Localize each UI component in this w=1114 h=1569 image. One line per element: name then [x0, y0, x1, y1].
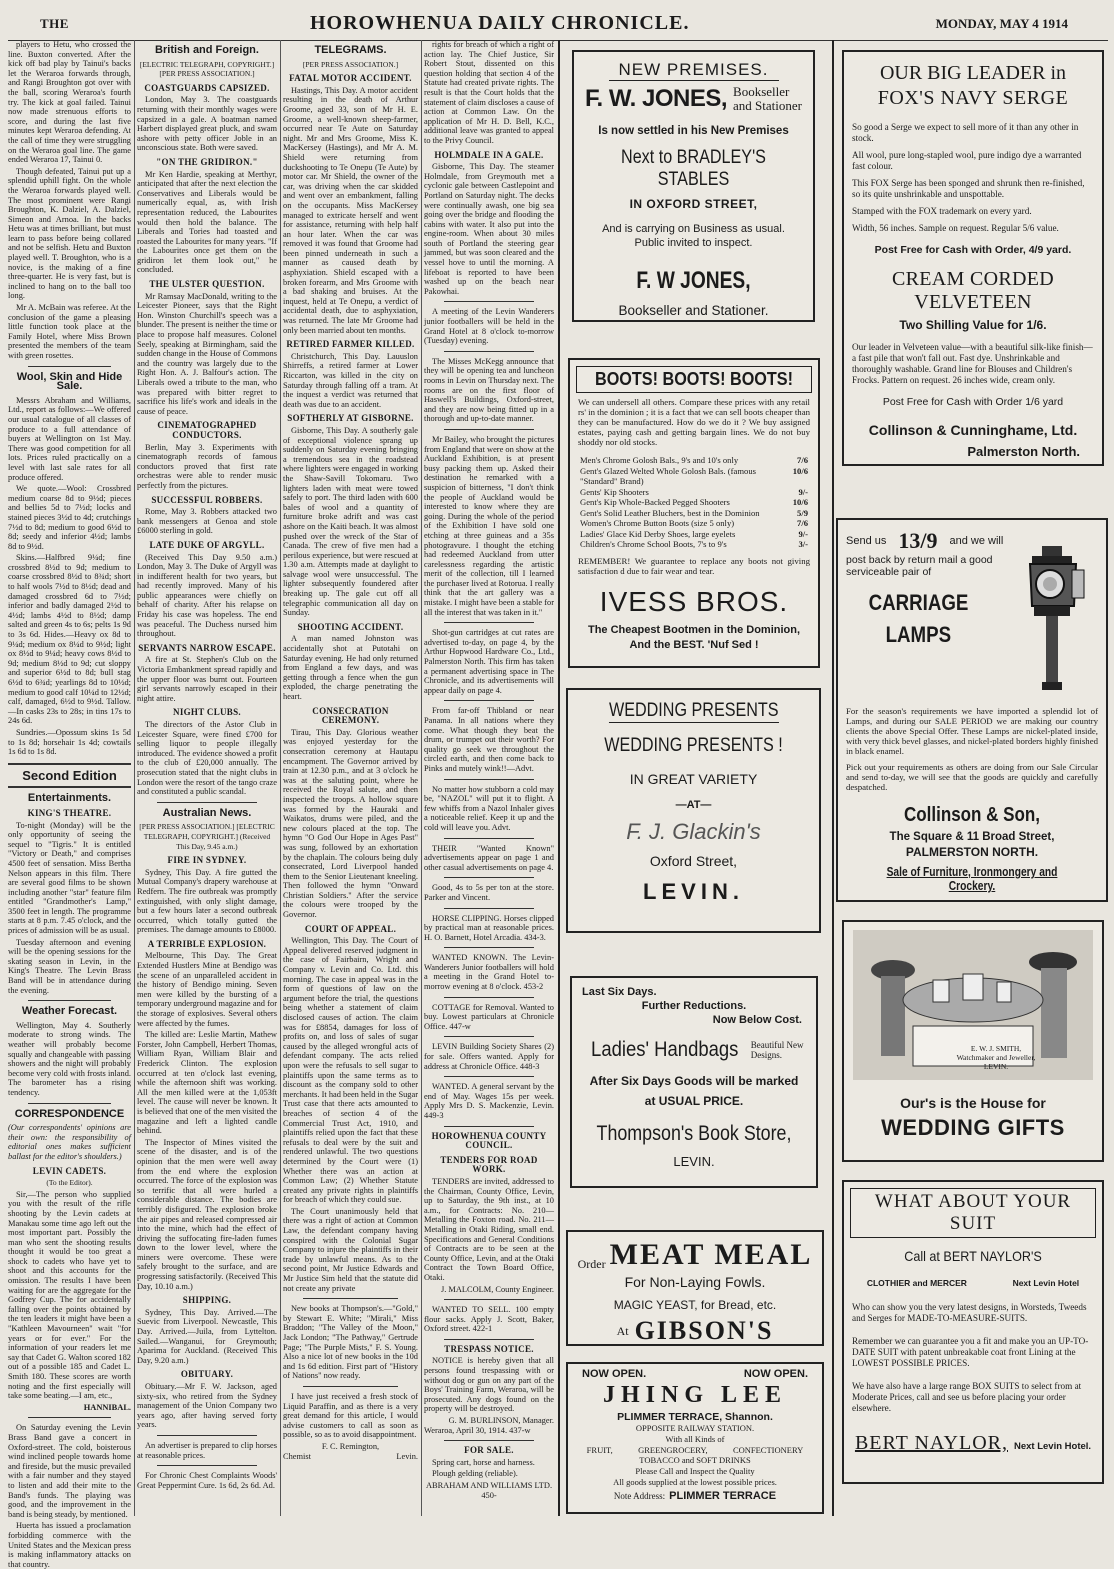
band-text: On Saturday evening the Levin Brass Band gave a concert in Oxford-street. The cold, boisterous wind inclined people towards home and fireside, but the music prevailed with a fair number and they stayed to listen and add their mite to the Band's funds. The playing was good, and the improvement in the band is being steady, by mentioned. — [8, 1423, 131, 1519]
boots-remember: REMEMBER! We guarantee to replace any boots not giving satisfaction d due to fair wear and tear. — [578, 555, 810, 576]
naylor-ad — [842, 1180, 1104, 1484]
boots-price-row — [570, 508, 818, 519]
carriage-lamp-icon — [1014, 544, 1092, 694]
jones-bookseller: Bookseller — [733, 84, 790, 99]
divider — [157, 1465, 257, 1466]
column-4 — [424, 40, 554, 1518]
explosion-text-3: The Inspector of Mines visited the scene of the disaster, and is of the opinion that the men were well away from the end where the explosion occurred. The force of the explosion was so terrific that all were hurled a considerable distance. The bodies are terribly disfigured. The explosion broke the air pipes and released compressed air into the mine, which had the effect of driving the suffocating fire-laden fumes down to the lower level, where the miners were overcome. These were safely brought to the surface, and are progressing satisfactorily. (Received This Day, 10.10 a.m.) — [137, 1137, 277, 1291]
ulster-heading: THE ULSTER QUESTION. — [149, 279, 265, 290]
wool-text-3: Skins.—Halfbred 9¼d; fine crossbred 8½d to 9d; medium to coarse crossbred 8½d to 8¾d; short to half wools 7½d to 8½d; dead and damaged crossbred 6d to 7½d; inferior and badly damaged 2½d to 4½d; lambs 4½d to 8½d; damp salted and green 4s to 6s; pelts 1s 9d to 3s 6d. Hides.—Heavy ox 8d to 9¼d; medium ox 8¼d to 9½d; light ox 8½d to 9¼d; heavy cows 8½d to 9d; medium 8½d to 9d; cut sloppy and superior 6½d to 8d; bull stag 6½d to 6¾d; yearlings 8d to 10½d; medium to good calf 10¼d to 12½d; calf, damaged, 6½d to 9½d. Tallow.—In casks 23s to 28s; in tins 17s to 24s 6d. — [8, 553, 131, 726]
lamps-price: 13/9 — [898, 528, 938, 553]
gibson-ad — [566, 1230, 824, 1346]
divider — [157, 1435, 257, 1436]
jhing-terrace: PLIMMER TERRACE, Shannon. — [617, 1411, 773, 1423]
column-rule — [421, 40, 422, 1516]
boots-item-price: 10/6 — [792, 497, 808, 507]
robbers-heading: SUCCESSFUL ROBBERS. — [151, 494, 263, 505]
divider — [444, 1440, 534, 1441]
explosion-heading: A TERRIBLE EXPLOSION. — [147, 938, 267, 949]
glackin-street: Oxford Street, — [649, 853, 738, 869]
jhing-note: Note Address: — [613, 1491, 666, 1501]
jones-carrying: And is carrying on Business as usual. — [602, 223, 785, 235]
divider — [444, 908, 534, 909]
divider — [444, 779, 534, 780]
fatal-heading: FATAL MOTOR ACCIDENT. — [289, 73, 412, 84]
shotgun-text: Shot-gun cartridges at cut rates are advertised to-day, on page 4, by the Arthur Hopwood Hardware Co., Ltd., Palmerston North. This firm has taken a permanent advertising space in The Chronicle, and its advertisements will appear daily on page 4. — [424, 628, 554, 695]
boots-price-list — [570, 455, 818, 550]
kings-text-2: Tuesday afternoon and evening will be the opening sessions for the skating season in Levin, in the King's Theatre. The Levin Brass Band will be in attendance during the evening. — [8, 937, 131, 995]
forsale-heading: FOR SALE. — [464, 1445, 514, 1456]
masthead-left: THE — [40, 16, 69, 31]
column-rule — [134, 40, 135, 1516]
levin-cadets-heading: LEVIN CADETS. — [32, 1165, 107, 1176]
boots-item-name: Women's Chrome Button Boots (size 5 only) — [580, 518, 735, 528]
servants-text: A fire at St. Stephen's Club on the Victoria Embankment spread rapidly and the upper floor was burnt out. Fourteen girl servants narrowly escaped in their night attire. — [137, 655, 277, 703]
collinson-sale: Sale of Furniture, Ironmongery and Crockery. — [886, 865, 1058, 893]
holmdale-text: Gisborne, This Day. The steamer Holmdale, from Greymouth met a cyclonic gale between Castlepoint and Portland on Saturday night. The decks were continually awash, one big sea going over the bridge and flooding the cabins with water. It also put into the engine-room. When about 30 miles south of Portland the steering gear jammed, but was soon cleared and the vessel hove to until the morning. A lifeboat is reported to have been washed up on the beach near Pakowhai. — [424, 162, 554, 296]
column-3 — [283, 40, 418, 1518]
jones-name-2: F. W JONES, — [636, 267, 751, 294]
wedding-at: —AT— — [675, 799, 712, 811]
correspondence-heading: CORRESPONDENCE — [14, 1107, 125, 1120]
naylor-footer: BERT NAYLOR, — [854, 1432, 1008, 1454]
nazol-text: No matter how stubborn a cold may be, "NAZOL" will put it to flight. A few whiffs from a Nazol Inhaler gives a noticeable relief. Keep it up and the cold will leave you. Advt. — [424, 784, 554, 832]
column-rule — [280, 40, 281, 1516]
divider — [28, 1417, 111, 1418]
divider — [444, 700, 534, 701]
boots-price-row — [570, 539, 818, 550]
boots-price-row — [570, 455, 818, 466]
boots-title: BOOTS! BOOTS! BOOTS! — [595, 369, 793, 389]
ivess-tag-2: And the BEST. 'Nuf Sed ! — [629, 638, 759, 651]
divider — [28, 366, 111, 367]
divider — [444, 838, 534, 839]
kings-theatre-heading: KING'S THEATRE. — [27, 807, 112, 818]
football-text-3: Mr A. McBain was referee. At the conclusion of the game a pleasing little function took place at the Family Hotel, where Miss Brown presented the members of the team with green rosettes. — [8, 303, 131, 360]
divider — [8, 786, 131, 788]
divider — [444, 877, 534, 878]
cable-credit: [ELECTRIC TELEGRAPH, COPYRIGHT.] [PER PRESS ASSOCIATION.] — [139, 59, 275, 79]
boots-item-price: 7/6 — [797, 455, 808, 465]
football-text-2: Though defeated, Tainui put up a splendid uphill fight. On the whole the Weraroa forwards played well. The most prominent were Rangi Broughton, K. Dalziel, A. Dalziel, Simeon and Arnoa. In the backs Hetu was at times brilliant, but must learn to pass before being collared and not be selfish. Hetu and Buxton played well. T. Broughton, who is a novice, is the making of a fine three-quarter. He is very fast, but is inclined to hang on to the ball too long. — [8, 166, 131, 301]
correspondence-note: (Our correspondents' opinions are their own: the responsibility of editorial ones makes sufficient ballast for the editor's shoulders.) — [8, 1123, 131, 1161]
fox-p2: All wool, pure long-stapled wool, pure indigo dye a warranted fast colour. — [852, 150, 1082, 171]
lamps-p2: Pick out your requirements as others are doing from our Sale Circular and send to-day, we will see that the goods are quickly and carefully despatched. — [846, 762, 1098, 792]
jhing-grocery: GREENGROCERY, — [638, 1445, 708, 1455]
thompson-handbags: Ladies' Handbags — [591, 1038, 739, 1061]
boots-item-name: Gents' Kip Shooters — [580, 486, 649, 497]
thompson-beautiful: Beautiful New Designs. — [750, 1040, 804, 1060]
explosion-text-2: The killed are: Leslie Martin, Mathew Forster, John Campbell, Herbert Thomas, William Ryan, William Blair and Frederick Clinton. The explosion occurred at ten o'clock last evening, while the afternoon shift was working. All the men killed were at the 1,053ft level. The cause will never be known. It is believed that one of the men visited the magazine and left a lighted candle behind. — [137, 1030, 277, 1136]
fox-serge-ad — [842, 50, 1104, 466]
weather-heading: Weather Forecast. — [21, 1005, 118, 1018]
advertiser-text: An advertiser is prepared to clip horses at reasonable prices. — [137, 1440, 277, 1460]
jhing-please: Please Call and Inspect the Quality — [635, 1466, 755, 1476]
jones-next-to: Next to BRADLEY'S STABLES — [621, 147, 766, 190]
retired-text: Christchurch, This Day. Lauuslon Shirreffs, a retired farmer at Lower Riccarton, was killed in the city on Saturday through falling off a tram. At the inquest a verdict was returned that death was due to an accident. — [283, 351, 418, 409]
gibson-at: At — [616, 1323, 629, 1338]
boots-item-price: 7/6 — [797, 518, 808, 528]
jhing-tobacco: TOBACCO and SOFT DRINKS — [639, 1455, 751, 1465]
smith-gifts: WEDDING GIFTS — [881, 1115, 1065, 1140]
divider — [303, 1298, 398, 1299]
wool-heading: Wool, Skin and Hide Sale. — [16, 370, 123, 393]
jhing-name: JHING LEE — [602, 1382, 788, 1408]
chronic-text: For Chronic Chest Complaints Woods' Great Peppermint Cure. 1s 6d, 2s 6d. Ad. — [137, 1471, 277, 1490]
thompson-below: Now Below Cost. — [712, 1014, 802, 1026]
chemist: Chemist — [283, 1451, 311, 1461]
boots-price-row — [570, 529, 818, 540]
wool-text-4: Sundries.—Opossum skins 1s 5d to 1s 8d; horsehair 1s 4d; cowtails 1s 6d to 1s 8d. — [8, 727, 131, 757]
jones-name: F. W. JONES, — [585, 85, 728, 112]
collinson-town: PALMERSTON NORTH. — [905, 845, 1039, 859]
collinson-address: The Square & 11 Broad Street, — [889, 831, 1055, 843]
shooting-heading: SHOOTING ACCIDENT. — [297, 621, 404, 632]
section-text: LEVIN Building Society Shares (2) for sale. Offers wanted. Apply for address at Chronicle Office. 448-3 — [424, 1042, 554, 1071]
trespass-text: NOTICE is hereby given that all persons found trespassing with or without dog or gun on any part of the Boys' Training Farm, Weraroa, will be prosecuted. Any dogs found on the property will be destroyed. — [424, 1356, 554, 1414]
divider — [444, 947, 534, 948]
malcolm-signature: J. MALCOLM, County Engineer. — [440, 1284, 554, 1294]
thompson-store: Thompson's Book Store, — [596, 1122, 792, 1145]
thompson-town: LEVIN. — [673, 1154, 715, 1169]
fox-title-2: FOX'S NAVY SERGE — [877, 87, 1069, 109]
ivess-tag-1: The Cheapest Bootmen in the Dominion, — [587, 623, 801, 636]
aus-credit: [PER PRESS ASSOCIATION.] [ELECTRIC TELEGRAPH, COPYRIGHT.] (Received This Day, 9.45 a.m.) — [139, 822, 275, 851]
smith-caption-2: Watchmaker and Jeweller, — [956, 1053, 1036, 1062]
appeal-text: Wellington, This Day. The Court of Appeal delivered reserved judgment in the case of Fairbairn, Wright and Company v. Levin and Co. Ltd. this morning. The case in appeal was in the form of questions of law on the argument before the trial, the questions being whether a statement of claim disclosed causes of action. The claim was for £8854, damages for loss of profits on, and loss of sales of sugar caused by the alleged wrongful acts of defendant company. The acts relied upon were the refusals to sell sugar to plaintiffs upon the same terms as to discount as the company sold to other merchants. It had been held in the Sugar Trust case that there acts amounted to breaches of section 4 of the Commercial Trust Act, 1910, and plaintiffs relied upon the fact that these refusals to deal were by the suit and rendered unlawful. The two questions determined by the Court were (1) Whether there was an action at Common Law; (2) Whether Statute created any private rights in plaintiffs for breach of which they could sue. — [283, 936, 418, 1205]
boots-item-name: Children's Chrome School Boots, 7's to 9's — [580, 539, 727, 549]
divider — [28, 1103, 111, 1104]
coastguards-heading: COASTGUARDS CAPSIZED. — [144, 82, 270, 93]
lamps-post: post back by return mail a good serviceable pair of — [846, 554, 993, 578]
gibson-order: Order — [577, 1257, 606, 1271]
top-text: rights for breach of which a right of action lay. The Chief Justice, Sir Robert Stout, dissented on this question holding that section 4 of the Statute had created private rights. The result is that the Court holds that the statement of claim discloses a cause of action at Common Law. On the application of Mr H. D. Bell, K.C., additional leave was granted to appeal to the Privy Council. — [424, 40, 554, 145]
british-foreign-heading: British and Foreign. — [155, 44, 259, 56]
weather-text: Wellington, May 4. Southerly moderate to strong winds. The weather will probably become squally and changeable with passing showers and the night will probably become very cold with frosts inland. The barometer has a rising tendency. — [8, 1020, 131, 1097]
masthead — [0, 0, 1114, 42]
smith-caption-3: LEVIN. — [983, 1062, 1009, 1071]
column-2 — [137, 40, 277, 1518]
horse-text: HORSE CLIPPING. Horses clipped by practical man at reasonable prices. H. O. Barnett, Hotel Arcadia. 434-3. — [424, 913, 554, 942]
boots-item-name: Men's Chrome Golosh Bals., 9's and 10's only — [580, 455, 739, 465]
appeal-heading: COURT OF APPEAL. — [304, 923, 397, 934]
servants-heading: SERVANTS NARROW ESCAPE. — [138, 642, 276, 653]
divider — [444, 1299, 534, 1300]
jones-ad — [572, 50, 815, 322]
divider — [444, 622, 534, 623]
consecration-text: Tirau, This Day. Glorious weather was enjoyed yesterday for the consecration ceremony at Hautapu encampment. The Governor arrived by train at 12.30 p.m., and at 3 o'clock he was at the saluting point, where he received the Royal salute, and then inspected the troops. A hollow square was formed by the Hauraki and Waikatos, drums were piled, and the new colours placed at the top. The hymn "O God Our Hope in Ages Past" was sung, followed by an exhortation by the chaplain. The colours being duly consecrated, Lord Liverpool handed them to the Senior Lieutenant kneeling. Then followed the hymn "Onward Christian Soldiers." After the service the colours were trooped by the Governor. — [283, 727, 418, 920]
faroff-text: From far-off Thibland or near Panama. In all nations where they come. What though they beat the drum, or trumpet out their worth? For quality go seek we throughout the circled earth, and then come back to Pinks and mutely wink!!—Advt. — [424, 706, 554, 773]
explosion-text: Melbourne, This Day. The Great Extended Hustlers Mine at Bendigo was the scene of an unparalleled accident in the history of Bendigo mining. Seven men were killed by the bursting of a temporary underground magazine and for the storage of explosives. Several others were affected by the fumes. — [137, 951, 277, 1028]
fox-p5: Width, 56 inches. Sample on request. Regular 5/6 value. — [852, 223, 1059, 233]
gibson-meat: MEAT MEAL — [609, 1238, 813, 1271]
carriage-lamps-ad — [836, 518, 1108, 902]
chemist-line — [283, 1452, 418, 1462]
cadets-text: Sir,—The person who supplied you with the result of the rifle shooting by the Levin cadets at Manakau some time ago left out the most important part. Possibly the man who sent the shooting results thought it would be too great a shock to cadets who have yet to shoot and this accounts for the omission. The results I have been waiting for are the aggregate for the Godfrey Cup. The for accidentally falling over the points obtained by the ten leaders it might have been a "Kathleen Mavourneen" wait "for years or for ever." For the information of your readers let me say that Cadet G. Walton scored 182 out of a possible 185 and Cadet L. Smith 180. These scores are worth noting and the first especially will take some beating.—I am, etc., — [8, 1189, 131, 1401]
divider — [444, 997, 534, 998]
gibson-name: GIBSON'S — [634, 1316, 774, 1345]
masthead-date: MONDAY, MAY 4 1914 — [935, 16, 1068, 31]
divider — [444, 1339, 534, 1340]
boots-item-price: 9/- — [798, 486, 808, 497]
wool-text: Messrs Abraham and Williams, Ltd., report as follows:—We offered our usual catalogue of all classes of produce to a full attendance of buyers at Wellington on 1st May. There was good competition for all lots. Prices ruled practically on a level with last sale rates for all produce offered. — [8, 395, 131, 482]
wanderers-text: A meeting of the Levin Wanderers junior footballers will be held in the Grand Hotel at 8 o'clock to-morrow (Tuesday) evening. — [424, 307, 554, 346]
jones-settled: Is now settled in his New Premises — [598, 125, 789, 137]
huerta-text: Huerta has issued a proclamation forbidding commerce with the United States and the Mexican press is making inflammatory attacks on that country. — [8, 1521, 131, 1569]
chemist-town: Levin. — [396, 1451, 418, 1461]
boots-price-row — [570, 497, 818, 508]
fox-p1: So good a Serge we expect to sell more of it than any other in stock. — [852, 122, 1079, 143]
column-rule — [558, 40, 560, 1516]
argyll-heading: LATE DUKE OF ARGYLL. — [149, 539, 265, 550]
obituary-heading: OBITUARY. — [180, 1369, 234, 1380]
boots-item-price: 9/- — [798, 528, 808, 539]
telegrams-heading: TELEGRAMS. — [314, 44, 387, 56]
bailey-text: Mr Bailey, who brought the pictures from England that were on show at the Auckland Exhibition, is at present busy packing them up. Asked their destination he remarked with a suspicion of bitterness, "I don't think the people of Auckland would be interested to know where they are going. During the whole of the period of the Exhibition I have sold one etching at three guineas and a 35s photogravure. I thought the etching had redeemed Auckland from utter carelessness regarding the artistic merit of the collection, till I learned the purchaser lived at Rotorua. I really think that the art gallery was a mistake. I might have been a stable for all the interest that was taken in it." — [424, 434, 555, 617]
softherly-text: Gisborne, This Day. A southerly gale of exceptional violence sprang up suddenly on Saturday evening bringing a tremendous sea in the roadstead where lighters were engaged in working the Shaw-Savill Tokomaru. Two lighters laden with meat were towed safely to port. The third laden with 600 bales of wool and a quantity of furniture broke adrift and was cast ashore on the Kaiti beach. It was almost pushed over the wreck of the Star of Canada. The crew of five men had a perilous experience, but were rescued at 1.30 a.m. Attempts made at daylight to salvage wool were unsuccessful. The lighter subsequently foundered after breaking up. The gale cut off all telegraphic communication all day on Sunday. — [283, 425, 418, 618]
naylor-p3: We have also have a large range BOX SUITS to select from at Moderate Prices, call and see us before placing your order elsewhere. — [852, 1381, 1082, 1413]
boots-price-row — [570, 487, 818, 498]
fox-firm: Collinson & Cunninghame, Ltd. — [868, 422, 1078, 438]
wanted-known-text: WANTED KNOWN. The Levin-Wanderers Junior footballers will hold a meeting in the Grand Hotel to-morrow evening at 8 o'clock. 453-2 — [424, 953, 554, 992]
sell-text: WANTED TO SELL. 100 empty flour sacks. Apply J. Scott, Baker, Oxford street. 422-1 — [424, 1305, 554, 1334]
naylor-footer-2: Next Levin Hotel. — [1013, 1441, 1092, 1452]
smith-caption-1: E. W. J. SMITH, — [970, 1044, 1022, 1053]
tender-text: TENDERS are invited, addressed to the Chairman, County Office, Levin, up to Saturday, the 9th inst., at 10 a.m., for Contracts: No. 210—Metalling the Foxton road. No. 211—Metalling in Otaki Riding, small end. Specifications and General Conditions of Contracts are to be seen at the County Office, Levin, and at the Otaki Contract the Town Board Office, Otaki. — [424, 1176, 554, 1282]
gridiron-text: Mr Ken Hardie, speaking at Merthyr, anticipated that after the next election the Conservatives and Liberals would be numerically equal, as, with Irish representation reduced, the Labourites would then hold the balance. The Liberals and Tories had toasted and roasted the Labourites for many years. "If the Labourites once get them on the gridiron let them look out," he concluded. — [137, 169, 277, 275]
paraffin-text: I have just received a fresh stock of Liquid Paraffin, and as there is a very great demand for this article, I would advise customers to call as soon as possible, so as to avoid disappointment. — [283, 1391, 418, 1440]
tele-credit: [PER PRESS ASSOCIATION.] — [302, 59, 399, 69]
jhing-now-open-2: NOW OPEN. — [743, 1368, 808, 1380]
argyll-text: (Received This Day 9.50 a.m.) London, May 3. The Duke of Argyll was in indifferent health for two years, but had recently improved. Many of his public appearances were chiefly on behalf of charity. After his relapse on Friday his case was hopeless. The end was peaceful. The Duchess nursed him throughout. — [137, 552, 277, 639]
collinson-firm: Collinson & Son, — [904, 804, 1040, 826]
glackin-town: LEVIN. — [643, 879, 744, 904]
smith-tag: Our's is the House for — [900, 1095, 1046, 1111]
naylor-title: WHAT ABOUT YOUR SUIT — [874, 1191, 1072, 1234]
boots-item-name: Ladies' Glace Kid Derby Shoes, large eyelets — [580, 528, 736, 539]
lamps-lamps: LAMPS — [885, 622, 952, 647]
jones-public: Public invited to inspect. — [634, 237, 753, 249]
jhing-fruit: FRUIT, — [586, 1445, 613, 1455]
trespass-heading: TRESPASS NOTICE. — [444, 1343, 534, 1354]
spring-text: Spring cart, horse and harness. — [432, 1457, 535, 1467]
fatal-text: Hastings, This Day. A motor accident resulting in the death of Arthur Groome, aged 33, son of Mr H. E. Groome, a well-known sheep-farmer, occurred near Te Aute on Saturday night. Mr and Mrs Groome, Miss K. MacKersey (Hastings), and Mr A. M. Shield were returning from duckshooting to Te Onepu (Te Aute) by motor car. Mr Shield, the owner of the car, was driving when the car skidded and went over an embankment, falling on the occupants. Miss MacKersey managed to extricate herself and went for assistance, returning with help half an hour later. When the car was removed it was found that Groome had been pinned underneath in such a manner as caused death by asphyxiation. Shield escaped with a broken forearm, and Mrs Groome with a bad shaking and bruises. At the inquest, held at Te Onepu, a verdict of accidental death, due to asphyxiation, was returned. The late Mr Groome had only been married about ten months. — [283, 85, 418, 335]
robbers-text: Rome, May 3. Robbers attacked two bank messengers at Genoa and stole £6000 sterling in gold. — [137, 507, 277, 536]
ulster-text: Mr Ramsay MacDonald, writing to the Leicester Pioneer, says that the Right Hon. Winston Churchill's speech was a blunder. The present is neither the time or place to propose half measures. Colonel Seely, speaking at Birmingham, said the sudden change in the House of Commons and the country was largely due to the Right Hon. A. J. Balfour's action. The Liberals owed a tribute to the man, who was prepared with bitter regret to sacrifice his life's work and ideals in the cause of peace. — [137, 291, 277, 416]
divider — [444, 351, 534, 352]
boots-item-name: Gent's Solid Leather Bluchers, best in the Dominion — [580, 507, 760, 518]
velveteen-p: Our leader in Velveteen value—with a beautiful silk-like finish—a fast pile that won't fall out. Fast dye. Unshrinkable and thoroughly washable. Grand line for Blouses and Children's Frocks. Pattern on request. 26 inches wide, cream only. — [852, 342, 1093, 385]
remington: F. C. Remington, — [321, 1441, 380, 1451]
divider — [303, 1386, 398, 1387]
ivess-ad — [568, 358, 820, 668]
obituary-text: Obituary.—Mr F. W. Jackson, aged sixty-six, who retired from the Sydney management of the Union Company two years ago, after having served forty years. — [137, 1382, 277, 1430]
coastguards-text: London, May 3. The coastguards returning with their monthly wages were capsized in a gale. A boatman named Harbert displayed great pluck, and swam ashore with petty officer Joble in an unconscious state. Both were saved. — [137, 95, 277, 153]
to-editor: (To the Editor). — [46, 1178, 93, 1188]
consecration-heading: CONSECRATION CEREMONY. — [312, 705, 389, 726]
naylor-p2: Remember we can guarantee you a fit and make you an UP-TO-DATE SUIT with patent unbreakable coat front Lining at the LOWEST POSSIBLE PRICES. — [852, 1336, 1089, 1368]
wedding-title-1: WEDDING PRESENTS — [608, 700, 779, 721]
lamps-and-we: and we will — [949, 535, 1004, 547]
column-rule — [832, 40, 834, 1516]
boots-intro: We can undersell all others. Compare these prices with any retail rs' in the dominion ; it is a fact that we can sell boots cheaper than they can be manufactured. How do we do it ? We buy assigned estates, paying cash and getting bargain lines. We do not buy shoddy nor old stocks. — [578, 397, 810, 447]
wool-text-2: We quote.—Wool: Crossbred medium coarse 8d to 9½d; pieces and bellies 5d to 7½d; locks and stained pieces 3½d to 4d; crutchings 7½d to 8d; medium to good 6½d to 8d; seedy and inferior 4½d; lambs 8d to 9½d. — [8, 484, 131, 551]
jones-and-stationer: and Stationer — [733, 98, 802, 113]
naylor-clothier: CLOTHIER and MERCER — [866, 1278, 967, 1288]
fox-town: Palmerston North. — [967, 444, 1080, 459]
gibson-fowls: For Non-Laying Fowls. — [624, 1274, 766, 1290]
shipping-heading: SHIPPING. — [182, 1295, 232, 1306]
jhing-supplied: All goods supplied at the lowest possible prices. — [613, 1477, 777, 1487]
fire-text: Sydney, This Day. A fire gutted the Mutual Company's drapery warehouse at Redfern. The fire outbreak was promptly extinguished, with only slight damage, but a few hours later a second outbreak occurred, which totally gutted the premises. The damage amounts to £8000. — [137, 867, 277, 935]
velveteen-two: Two Shilling Value for 1/6. — [899, 318, 1047, 332]
velveteen-post: Post Free for Cash with Order 1/6 yard — [882, 396, 1064, 408]
appeal-text-2: The Court unanimously held that there was a right of action at Common Law, the defendant company having conspired with the Colonial Sugar Company to injure the plaintiffs in their trade by unlawful means. As to the second point, Mr Justice Edwards and Mr Justice Sim held that the statute did not create any private — [283, 1206, 418, 1293]
wanted-known-note: THEIR "Wanted Known" advertisements appear on page 1 and other casual advertisements on page 4. — [424, 843, 554, 872]
divider — [8, 763, 131, 765]
thompson-after: After Six Days Goods will be marked — [589, 1074, 799, 1088]
shipping-text: Sydney, This Day. Arrived.—The Suevic from Liverpool. Newcastle, This Day. Arrived.—Juila, from Lyttelton. Sailed.—Wanganui, for Greymouth; Aparima for Auckland. (Received This Day, 9.20 a.m.) — [137, 1307, 277, 1365]
naylor-next: Next Levin Hotel — [1012, 1278, 1080, 1288]
jhing-lee-ad — [566, 1362, 824, 1514]
second-edition-heading: Second Edition — [22, 767, 117, 783]
jhing-opposite: OPPOSITE RAILWAY STATION. — [635, 1423, 755, 1433]
tender-heading: TENDERS FOR ROAD WORK. — [440, 1154, 538, 1175]
kings-text: To-night (Monday) will be the only opportunity of seeing the sequel to "Tigris." It is entitled "Victory or Death," and comprises 4500 feet of sensation. Miss Bertha Nelson appears in this film. There are several good films to be shown including another "star" feature film entitled "Grandmother's Lamp," 3500 feet in length. The programme starts at 8 p.m. 7.45 o'clock, and the prices of admission will be as usual. — [8, 820, 131, 936]
jhing-confectionery: CONFECTIONERY — [732, 1445, 804, 1455]
jhing-with: With all Kinds of — [665, 1434, 725, 1444]
retired-heading: RETIRED FARMER KILLED. — [286, 339, 415, 350]
boots-item-name: Gent's Glazed Welted Whole Golosh Bals. (famous "Standard" Brand) — [580, 465, 756, 486]
naylor-p1: Who can show you the very latest designs, in Worsteds, Tweeds and Serges for MADE-TO-MEASURE-SUITS. — [852, 1302, 1087, 1323]
jones-oxford: IN OXFORD STREET, — [629, 197, 758, 211]
jones-new-premises: NEW PREMISES. — [609, 60, 779, 81]
thompson-ad — [570, 976, 818, 1188]
softherly-heading: SOFTHERLY AT GISBORNE. — [287, 413, 414, 424]
cottage-text: COTTAGE for Removal. Wanted to buy. Lowest particulars at Chronicle Office. 447-w — [424, 1002, 554, 1031]
fire-heading: FIRE IN SYDNEY. — [167, 855, 247, 866]
general-text: WANTED. A general servant by the end of May. Wages 15s per week. Apply Mrs D. S. Mackenzie, Levin. 449-3 — [424, 1082, 554, 1120]
lamps-carriage: CARRIAGE — [868, 590, 969, 615]
glackin-name: F. J. Glackin's — [626, 819, 761, 844]
hannibal-signature: HANNIBAL. — [83, 1402, 131, 1412]
lamps-send: Send us — [846, 535, 887, 547]
column-1 — [8, 40, 131, 1569]
thompson-last: Last Six Days. — [582, 986, 657, 998]
naylor-call: Call at BERT NAYLOR'S — [904, 1248, 1042, 1264]
abraham-signature: ABRAHAM AND WILLIAMS LTD. 450- — [425, 1481, 553, 1500]
nightclubs-text: The directors of the Astor Club in Leicester Square, were fined £700 for selling liquor to people illegally introduced. The evidence showed a profit to the club of £20,000 annually. The prosecution stated that the night clubs in London were the resort of the tango craze and constituted a public scandal. — [137, 720, 277, 797]
burlinson-signature: G. M. BURLINSON, Manager. — [448, 1416, 554, 1426]
fox-title-1: OUR BIG LEADER in — [879, 62, 1067, 84]
divider — [28, 1000, 111, 1001]
entertainments-heading: Entertainments. — [27, 792, 112, 805]
lamps-p1: For the season's requirements we have imported a splendid lot of Lamps, and during our SALE PERIOD we are making our country clients the above Special Offer. These Lamps are nickel-plated inside, with very thick bevel glasses, and nickel-plated borders highly finished in black enamel. — [846, 706, 1098, 756]
ivess-brand: IVESS BROS. — [599, 585, 789, 617]
weraroa-date: Weraroa, April 30, 1914. 437-w — [424, 1425, 531, 1435]
divider — [444, 429, 534, 430]
smith-ad — [842, 920, 1104, 1162]
masthead-title: HOROWHENUA DAILY CHRONICLE. — [310, 12, 690, 34]
australian-news-heading: Australian News. — [162, 806, 252, 819]
books-text: New books at Thompson's.—"Gold," by Stewart E. White; "Mirali," Miss Braddon; "The Valley of the Moon," Jack London; "The Pathway," Gertrude Page; "The Purple Mists," F. S. Young. Also a nice lot of new books in the 10d and 1s 6d edition. First part of "History of Nations" now ready. — [283, 1304, 418, 1381]
jhing-now-open-1: NOW OPEN. — [582, 1368, 647, 1380]
boots-item-price: 10/6 — [792, 465, 808, 476]
divider — [157, 802, 257, 803]
nightclubs-heading: NIGHT CLUBS. — [173, 707, 241, 718]
shooting-text: A man named Johnston was accidentally shot at Putotahi on Saturday evening. He had only returned from England a few days, and was getting through a fence when the gun exploded, the charge penetrating the heart. — [283, 634, 418, 701]
velveteen-title: CREAM CORDED VELVETEEN — [892, 268, 1054, 313]
glackin-ad — [566, 688, 821, 933]
boots-item-price: 3/- — [798, 539, 808, 549]
boots-price-row — [570, 518, 818, 529]
fox-p4: Stamped with the FOX trademark on every yard. — [852, 206, 1032, 216]
thompson-usual: at USUAL PRICE. — [644, 1094, 744, 1108]
divider — [444, 301, 534, 302]
wedding-variety: IN GREAT VARIETY — [629, 771, 758, 787]
mckegg-text: The Misses McKegg announce that they will be opening tea and luncheon rooms in Levin on Thursday next. The rooms are on the first floor of Haswell's Buildings, Oxford-street, and they are now being fitted up in a thorough and up-to-date manner. — [424, 356, 554, 424]
council-heading: HOROWHENUA COUNTY COUNCIL. — [431, 1130, 547, 1151]
divider — [444, 1076, 534, 1077]
divider — [444, 1126, 534, 1127]
jhing-address: PLIMMER TERRACE — [669, 1490, 777, 1502]
gridiron-heading: "ON THE GRIDIRON." — [156, 156, 258, 167]
grazing-text: Good, 4s to 5s per ton at the store. Parker and Vincent. — [424, 883, 554, 902]
cinema-heading: CINEMATOGRAPHED CONDUCTORS. — [157, 420, 257, 440]
football-text: players to Hetu, who crossed the line. Buxton converted. After the kick off bad play by Tainui's backs let the Weraroa forwards through, and Rangi Broughton got over with the ball, scoring Weraroa's fourth try. The kick at goal failed. Tainui now made strenuous efforts to score, and during the last five minutes kept Weraroa defending. At the call of time they were struggling on the Weraroa goal line. The game ended Weraroa 17, Tainui 0. — [8, 40, 131, 165]
jones-footer: Bookseller and Stationer. — [618, 303, 769, 318]
plough-text: Plough gelding (reliable). — [432, 1469, 518, 1479]
wedding-title-2: WEDDING PRESENTS ! — [604, 735, 783, 756]
boots-price-row — [570, 466, 818, 487]
gibson-magic: MAGIC YEAST, for Bread, etc. — [613, 1298, 777, 1312]
thompson-further: Further Reductions. — [641, 1000, 747, 1012]
divider — [444, 1036, 534, 1037]
cinema-text: Berlin, May 3. Experiments with cinematograph records of famous conductors proved that first rate orchestras were able to render music perfectly from the pictures. — [137, 442, 277, 490]
boots-item-price: 5/9 — [797, 507, 808, 518]
boots-item-name: Gent's Kip Whole-Backed Pegged Shooters — [580, 497, 730, 507]
holmdale-heading: HOLMDALE IN A GALE. — [434, 149, 544, 160]
fox-post: Post Free for Cash with Order, 4/9 yard. — [874, 244, 1072, 256]
fox-p3: This FOX Serge has been sponged and shrunk then re-finished, so its quite unshrinkable and unspottable. — [852, 178, 1085, 199]
